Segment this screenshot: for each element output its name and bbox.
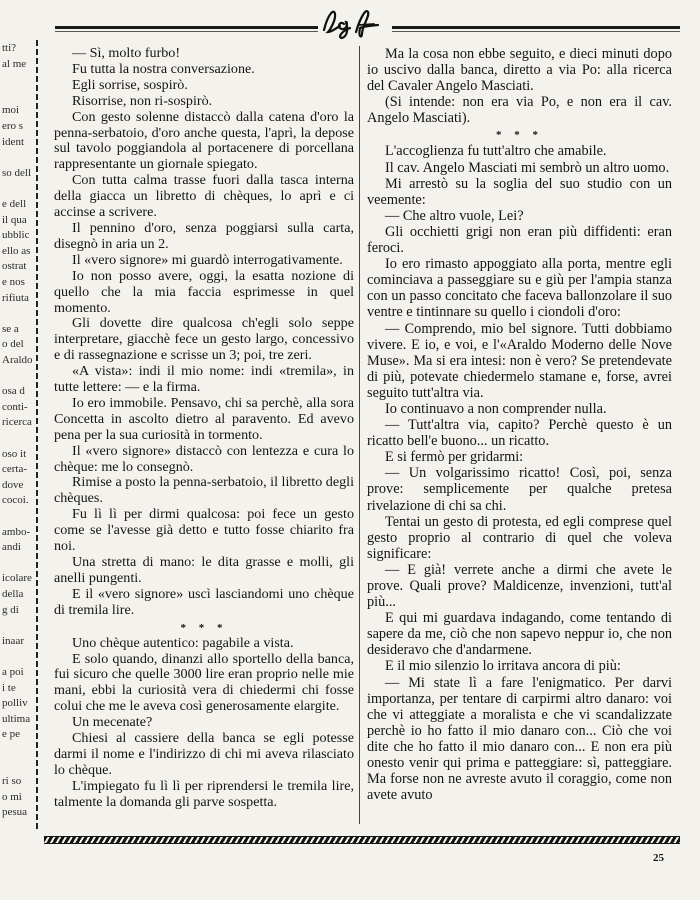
paragraph: — Un volgarissimo ricatto! Così, poi, senza prove: semplicemente per qualche pretesa rivelazione di chi sa chi. — [367, 465, 672, 514]
paragraph: — Comprendo, mio bel signore. Tutti dobbiamo vivere. E io, e voi, e l'«Araldo Moderno delle Nove Muse». Ma si era intesi: non è vero? Se pretendevate di più, potevate chiedermelo stamane e, forse, avrei seguito tutt'altra via. — [367, 320, 672, 401]
paragraph: — Che altro vuole, Lei? — [385, 207, 524, 224]
margin-fragment: conti- — [2, 400, 28, 413]
paragraph: «A vista»: indi il mio nome: indi «tremila», in tutte lettere: — e la firma. — [54, 363, 354, 396]
margin-fragment: e pe — [2, 728, 21, 741]
margin-fragment: polliv — [2, 697, 28, 710]
section-separator: * * * — [496, 129, 543, 142]
margin-fragment: ostrat — [2, 260, 27, 273]
paragraph: Risorrise, non ri-sospirò. — [72, 92, 213, 109]
margin-fragment: o del — [2, 338, 24, 351]
margin-fragment: della — [2, 588, 24, 600]
paragraph: Con gesto solenne distaccò dalla catena d'oro la penna-serbatoio, d'oro anche questa, l'aprì, la depose sul tavolo poggiandola al portacenere di porcellana rappresentante un giornale spiegato. — [54, 108, 354, 173]
margin-fragment: i te — [2, 681, 16, 694]
margin-fragment: ero s — [2, 120, 24, 132]
margin-fragment: icolare — [2, 572, 32, 585]
paragraph: Un mecenate? — [72, 714, 153, 731]
paragraph: Il «vero signore» distaccò con lentezza e cura lo chèque: me lo consegnò. — [54, 442, 354, 475]
paragraph: E si fermò per gridarmi: — [385, 449, 524, 466]
page-number: 25 — [653, 852, 664, 864]
section-separator: * * * — [180, 621, 228, 634]
paragraph: Mi arrestò su la soglia del suo studio con un veemente: — [367, 175, 672, 208]
margin-fragment: cocoi. — [2, 494, 29, 507]
paragraph: Io ero immobile. Pensavo, chi sa perchè, alla sora Concetta in ascolto dietro al paravento. Ed avevo pena per la sua curiosità in tormento. — [54, 394, 354, 443]
paragraph: — Mi state lì a fare l'enigmatico. Per darvi importanza, per tentare di carpirmi altro danaro: voi che vi atteggiate a moralista e che vi scandalizzate perchè io ho fatto il mio danaro con... Ciò che voi dite che ho fatto il mio danaro con... E non era più onesto venir qui prima e patteggiare: sì, patteggiare. Ma forse non ne avreste avuto il coraggio, come non avete avuto — [367, 674, 672, 804]
margin-fragment: certa- — [2, 463, 28, 476]
margin-fragment: pesua — [2, 806, 28, 819]
left-dashed-border — [36, 40, 38, 830]
margin-fragment: ubblic — [2, 229, 30, 242]
column-divider — [359, 46, 360, 824]
handwritten-logo-icon — [318, 4, 392, 40]
margin-fragment: il qua — [2, 213, 27, 226]
margin-fragment: dove — [2, 478, 24, 491]
paragraph: Il «vero signore» mi guardò interrogativamente. — [72, 251, 343, 268]
paragraph: E il «vero signore» uscì lasciandomi uno chèque di tremila lire. — [54, 585, 354, 618]
margin-fragment: andi — [2, 541, 21, 554]
margin-fragment: moi — [2, 104, 20, 117]
paragraph: Con tutta calma trasse fuori dalla tasca interna della giacca un libretto di chèques, lo aprì e ci accinse a scrivere. — [54, 172, 354, 221]
paragraph: E il mio silenzio lo irritava ancora di più: — [385, 658, 621, 675]
margin-fragment: al me — [2, 57, 27, 70]
paragraph: — E già! verrete anche a dirmi che avete le prove. Quali prove? Maldicenze, invenzioni, tutt'al più... — [367, 561, 672, 611]
margin-fragment: ambo- — [2, 525, 31, 538]
paragraph: Rimise a posto la penna-serbatoio, il libretto degli chèques. — [54, 474, 354, 507]
margin-fragment: ricerca — [2, 416, 32, 429]
paragraph: — Tutt'altra via, capito? Perchè questo è un ricatto bell'e buono... un ricatto. — [367, 417, 672, 450]
margin-fragment: e dell — [2, 198, 27, 210]
bottom-rope-rule — [44, 836, 680, 844]
margin-fragment: ultima — [2, 712, 31, 725]
paragraph: — Sì, molto furbo! — [72, 45, 181, 61]
margin-fragment: ri so — [2, 775, 22, 788]
paragraph: E qui mi guardava indagando, come tentando di sapere da me, ciò che non sapevo neppur io, che non desideravo che d'andarmene. — [367, 610, 672, 659]
paragraph: Io continuavo a non comprender nulla. — [385, 400, 607, 417]
margin-fragment: rifiuta — [2, 291, 29, 304]
margin-fragment: tti? — [2, 42, 17, 54]
paragraph: Ma la cosa non ebbe seguito, e dieci minuti dopo io uscivo dalla banca, diretto a via Po: alla ricerca del Cavaler Angelo Masciati. — [367, 46, 672, 95]
paragraph: Gli occhietti grigi non eran più diffidenti: eran feroci. — [367, 223, 672, 257]
paragraph: Io ero rimasto appoggiato alla porta, mentre egli cominciava a passeggiare su e giù per l'ampia stanza con un passo concitato che faceva ballonzolare il suo ventre e tintinnare su quello i ciondoli d'oro: — [367, 256, 672, 321]
margin-fragment: o mi — [2, 790, 22, 803]
paragraph: Fu tutta la nostra conversazione. — [72, 60, 255, 77]
margin-fragment: osa d — [2, 385, 25, 398]
paragraph: L'accoglienza fu tutt'altro che amabile. — [385, 143, 607, 160]
margin-fragment: se a — [2, 322, 19, 335]
paragraph: Fu lì lì per dirmi qualcosa: poi fece un gesto come se l'avesse già detto e tutto fosse chiarito fra noi. — [54, 506, 354, 555]
paragraph: Uno chèque autentico: pagabile a vista. — [72, 634, 294, 651]
paragraph: Una stretta di mano: le dita grasse e molli, gli anelli pungenti. — [54, 554, 354, 586]
paragraph: (Si intende: non era via Po, e non era il cav. Angelo Masciati). — [367, 94, 672, 127]
right-text-column — [367, 46, 672, 803]
margin-fragment: oso it — [2, 447, 27, 460]
paragraph: Io non posso avere, oggi, la esatta nozione di quello che la mia faccia esprimesse in quel momento. — [54, 267, 354, 316]
left-text-column — [54, 46, 354, 811]
paragraph: L'impiegato fu lì lì per riprendersi le tremila lire, talmente la domanda gli parve sospetta. — [54, 777, 354, 810]
margin-fragment: a poi — [2, 666, 24, 678]
paragraph: Chiesi al cassiere della banca se egli potesse darmi il nome e l'indirizzo di chi mi aveva rilasciato lo chèque. — [54, 730, 354, 778]
margin-fragment: e nos — [2, 276, 25, 288]
margin-fragment: ello as — [2, 244, 31, 257]
margin-fragment: so dell — [2, 166, 32, 179]
paragraph: Il cav. Angelo Masciati mi sembrò un altro uomo. — [385, 159, 670, 176]
paragraph: Il pennino d'oro, senza poggiarsi sulla carta, disegnò in aria un 2. — [54, 219, 354, 252]
margin-fragment: ident — [2, 135, 24, 148]
margin-fragment: inaar — [2, 634, 24, 647]
margin-fragment: g di — [2, 603, 19, 616]
margin-fragment: Araldo — [2, 354, 33, 366]
paragraph: Gli dovette dire qualcosa ch'egli solo seppe interpretare, giacchè fece un gesto largo, concessivo e di rassegnazione e scrisse un 3; poi, tre zeri. — [54, 315, 354, 364]
paragraph: Egli sorrise, sospirò. — [72, 76, 188, 93]
header-logo — [318, 4, 392, 40]
paragraph: Tentai un gesto di protesta, ed egli comprese quel gesto proprio al contrario di quel che voleva significare: — [367, 513, 672, 562]
adjacent-page-margin — [0, 40, 34, 830]
paragraph: E solo quando, dinanzi allo sportello della banca, fui sicuro che quelle 3000 lire eran proprio nelle mie mani, ebbi la curiosità vera di chiedermi chi fosse colui che me le aveva così generosamente elargite. — [54, 650, 354, 715]
